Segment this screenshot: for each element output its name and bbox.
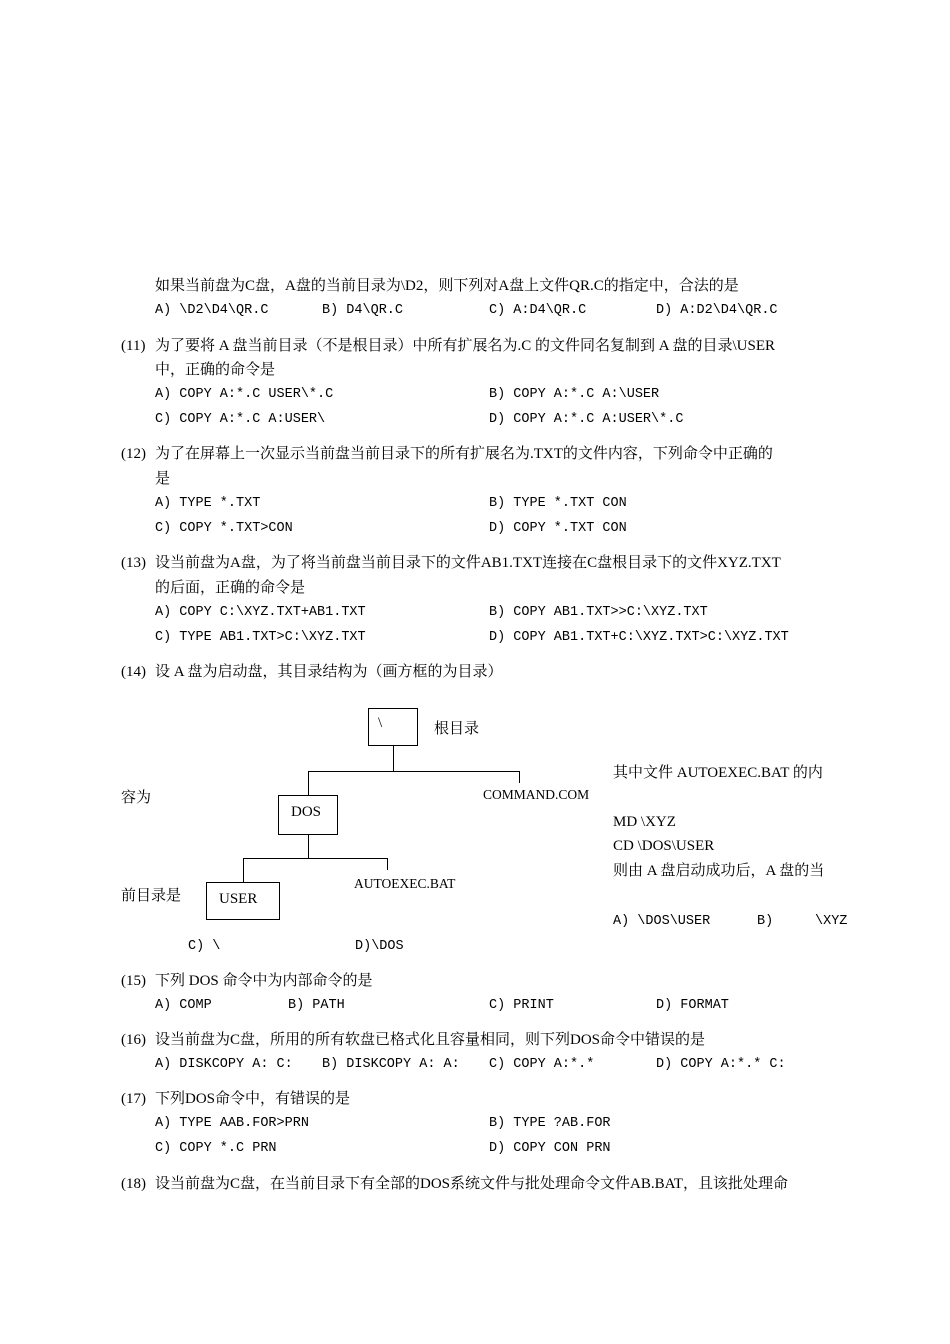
q10-option-a: A) \D2\D4\QR.C	[155, 303, 269, 318]
tree-user-box	[206, 882, 280, 920]
tree-root-label: 根目录	[434, 721, 480, 737]
q17-option-b: B) TYPE ?AB.FOR	[489, 1116, 611, 1131]
q11-stem-line1: 为了要将 A 盘当前目录（不是根目录）中所有扩展名为.C 的文件同名复制到 A 盘的目录\USER	[155, 338, 776, 354]
q14-side-text-2: 则由 A 盘启动成功后，A 盘的当	[613, 863, 825, 879]
q14-number: (14)	[121, 664, 146, 680]
q13-option-b: B) COPY AB1.TXT>>C:\XYZ.TXT	[489, 605, 708, 620]
q12-option-b: B) TYPE *.TXT CON	[489, 496, 627, 511]
q14-side-text-1: 其中文件 AUTOEXEC.BAT 的内	[613, 765, 823, 781]
q15-stem: 下列 DOS 命令中为内部命令的是	[155, 973, 373, 989]
q16-number: (16)	[121, 1032, 146, 1048]
q15-option-b: B) PATH	[288, 998, 345, 1013]
q10-option-d: D) A:D2\D4\QR.C	[656, 303, 778, 318]
q11-number: (11)	[121, 338, 146, 354]
tree-autoexec-bat-label: AUTOEXEC.BAT	[354, 876, 456, 891]
q14-cd-command: CD \DOS\USER	[613, 838, 715, 854]
q13-stem-line2: 的后面，正确的命令是	[155, 580, 306, 596]
q12-option-d: D) COPY *.TXT CON	[489, 521, 627, 536]
q18-stem: 设当前盘为C盘，在当前目录下有全部的DOS系统文件与批处理命令文件AB.BAT，且该批处理命	[155, 1176, 788, 1192]
q11-option-a: A) COPY A:*.C USER\*.C	[155, 387, 334, 402]
q13-stem-line1: 设当前盘为A盘，为了将当前盘当前目录下的文件AB1.TXT连接在C盘根目录下的文件XYZ.TXT	[155, 555, 781, 571]
q16-option-d: D) COPY A:*.* C:	[656, 1057, 786, 1072]
tree-connector	[243, 858, 244, 882]
q16-option-b: B) DISKCOPY A: A:	[322, 1057, 460, 1072]
tree-root-box	[368, 708, 418, 746]
q12-option-a: A) TYPE *.TXT	[155, 496, 261, 511]
q14-option-a: A) \DOS\USER	[613, 914, 711, 929]
q16-stem: 设当前盘为C盘，所用的所有软盘已格式化且容量相同，则下列DOS命令中错误的是	[155, 1032, 706, 1048]
q15-option-d: D) FORMAT	[656, 998, 729, 1013]
q14-option-b: B)	[757, 914, 774, 929]
q17-option-a: A) TYPE AAB.FOR>PRN	[155, 1116, 309, 1131]
q13-option-c: C) TYPE AB1.TXT>C:\XYZ.TXT	[155, 630, 366, 645]
q10-stem: 如果当前盘为C盘，A盘的当前目录为\D2，则下列对A盘上文件QR.C的指定中，合法的是	[155, 278, 739, 294]
tree-dos-text: DOS	[291, 804, 322, 820]
tree-command-com-label: COMMAND.COM	[483, 787, 590, 802]
q11-option-d: D) COPY A:*.C A:USER\*.C	[489, 412, 684, 427]
q13-option-d: D) COPY AB1.TXT+C:\XYZ.TXT>C:\XYZ.TXT	[489, 630, 789, 645]
tree-connector	[308, 835, 309, 858]
q18-number: (18)	[121, 1176, 146, 1192]
q17-stem: 下列DOS命令中，有错误的是	[155, 1091, 351, 1107]
q15-number: (15)	[121, 973, 146, 989]
q12-option-c: C) COPY *.TXT>CON	[155, 521, 293, 536]
q15-option-a: A) COMP	[155, 998, 212, 1013]
q14-stem: 设 A 盘为启动盘，其目录结构为（画方框的为目录）	[155, 664, 503, 680]
q11-stem-line2: 中，正确的命令是	[155, 362, 276, 378]
q16-option-c: C) COPY A:*.*	[489, 1057, 595, 1072]
q12-stem-line1: 为了在屏幕上一次显示当前盘当前目录下的所有扩展名为.TXT的文件内容，下列命令中正确的	[155, 446, 773, 462]
q14-md-command: MD \XYZ	[613, 814, 676, 830]
tree-connector	[308, 771, 520, 772]
q13-number: (13)	[121, 555, 146, 571]
q16-option-a: A) DISKCOPY A: C:	[155, 1057, 293, 1072]
q14-left-text-1: 容为	[121, 790, 152, 806]
q13-option-a: A) COPY C:\XYZ.TXT+AB1.TXT	[155, 605, 366, 620]
q14-option-c: C) \	[188, 939, 221, 954]
q15-option-c: C) PRINT	[489, 998, 554, 1013]
tree-connector	[519, 771, 520, 783]
q14-option-d: D)\DOS	[355, 939, 404, 954]
q11-option-b: B) COPY A:*.C A:\USER	[489, 387, 660, 402]
q12-number: (12)	[121, 446, 146, 462]
tree-connector	[308, 771, 309, 795]
q10-option-b: B) D4\QR.C	[322, 303, 404, 318]
q12-stem-line2: 是	[155, 471, 171, 487]
q11-option-c: C) COPY A:*.C A:USER\	[155, 412, 326, 427]
q17-option-d: D) COPY CON PRN	[489, 1141, 611, 1156]
tree-dos-box	[278, 795, 338, 835]
tree-connector	[393, 746, 394, 771]
q14-option-b-value: \XYZ	[815, 914, 848, 929]
q17-option-c: C) COPY *.C PRN	[155, 1141, 277, 1156]
tree-user-text: USER	[219, 891, 258, 907]
q17-number: (17)	[121, 1091, 146, 1107]
q14-left-text-2: 前目录是	[121, 888, 182, 904]
tree-connector	[387, 858, 388, 870]
tree-root-text: \	[378, 715, 383, 731]
tree-connector	[243, 858, 388, 859]
q10-option-c: C) A:D4\QR.C	[489, 303, 587, 318]
